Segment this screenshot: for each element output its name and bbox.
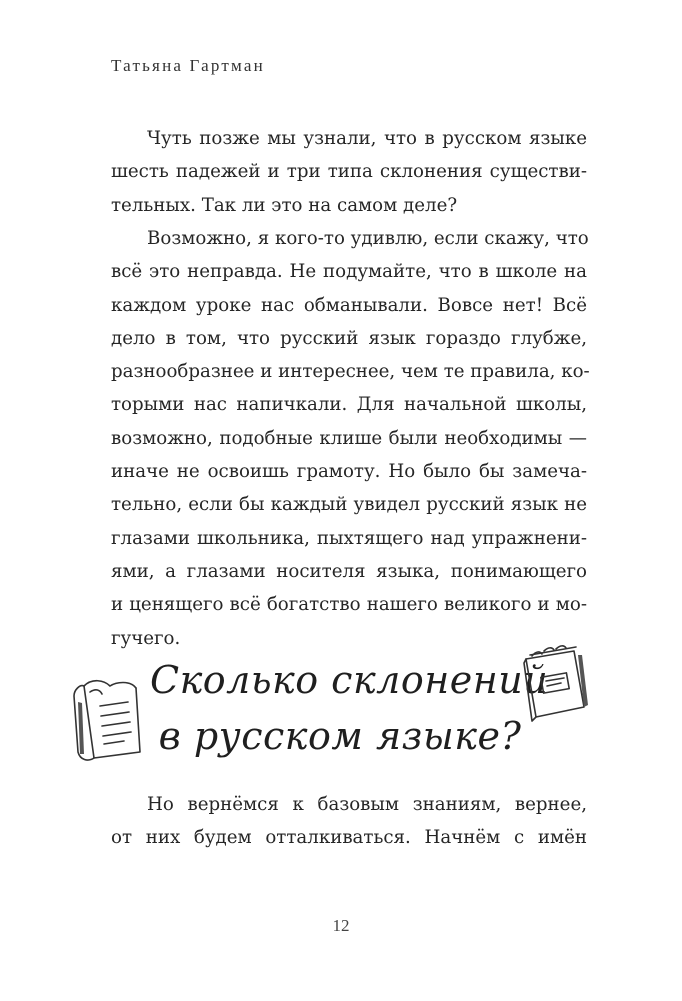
text-line: от них будем отталкиваться. Начнём с имён <box>111 827 587 849</box>
text-line: Чуть позже мы узнали, что в русском языке <box>147 128 587 149</box>
paragraph <box>111 122 587 222</box>
section-heading-line: Сколько склонений <box>150 658 549 702</box>
text-line: тельных. Так ли это на самом деле? <box>111 194 458 216</box>
text-line: всё это неправда. Не подумайте, что в школе на <box>111 261 587 283</box>
text-line: разнообразнее и интереснее, чем те правила, ко- <box>111 361 590 383</box>
text-line: тельно, если бы каждый увидел русский язык не <box>111 494 587 516</box>
text-line: Возможно, я кого-то удивлю, если скажу, что <box>147 228 589 249</box>
section-heading-line: в русском языке? <box>158 714 522 758</box>
page-number: 12 <box>332 916 350 935</box>
text-line: иначе не освоишь грамоту. Но было бы замеча- <box>111 461 587 483</box>
text-line: дело в том, что русский язык гораздо глубже, <box>111 327 587 349</box>
book-doodle-icon <box>516 645 594 725</box>
notepad-doodle-icon <box>70 672 150 772</box>
paragraph <box>111 788 587 855</box>
text-line: шесть падежей и три типа склонения существи- <box>111 161 587 183</box>
text-line: глазами школьника, пыхтящего над упражнени- <box>111 527 587 549</box>
text-line: Но вернёмся к базовым знаниям, вернее, <box>147 794 587 815</box>
paragraph <box>111 222 590 655</box>
section-heading <box>150 652 549 764</box>
text-line: и ценящего всё богатство нашего великого и мо- <box>111 594 587 616</box>
text-line: торыми нас напичкали. Для начальной школы, <box>111 394 587 416</box>
text-line: гучего. <box>111 627 181 649</box>
text-line: ями, а глазами носителя языка, понимающего <box>111 560 587 582</box>
text-line: каждом уроке нас обманывали. Вовсе нет! Всё <box>111 294 587 316</box>
text-line: возможно, подобные клише были необходимы — <box>111 427 587 449</box>
running-head: Татьяна Гартман <box>111 56 265 75</box>
